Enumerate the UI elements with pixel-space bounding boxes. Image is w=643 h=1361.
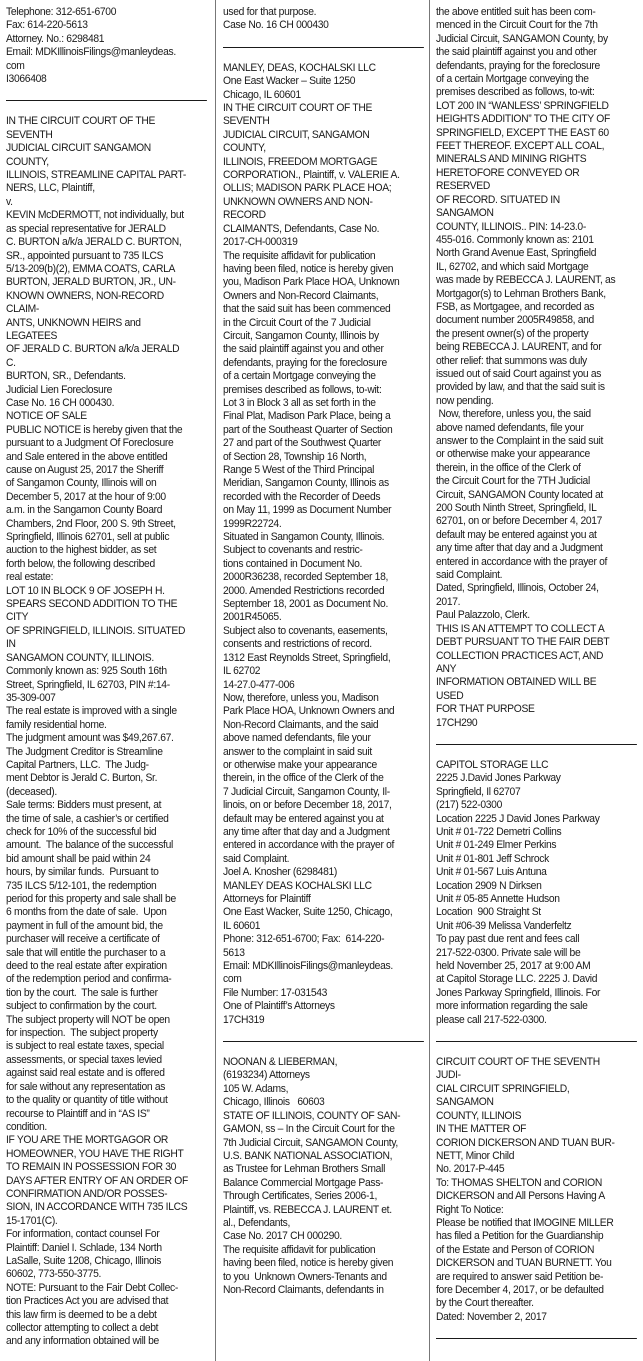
text-line: bid amount shall be paid within 24 <box>6 852 151 865</box>
text-line: having been filed, notice is hereby given <box>223 1257 394 1270</box>
text-line: for sale without any representation as <box>6 1080 166 1093</box>
text-line: The judgment amount was $49,267.67. <box>6 732 174 745</box>
text-line: used for that purpose. <box>223 6 317 18</box>
text-line: ment Debtor is Jerald C. Burton, Sr. <box>6 772 158 785</box>
text-line: ILLINOIS, STREAMLINE CAPITAL PART- <box>6 169 187 182</box>
text-line: (217) 522-0300 <box>436 799 503 812</box>
text-line: Lot 3 in Block 3 all as set forth in the <box>223 396 376 409</box>
text-line: CAPITOL STORAGE LLC <box>436 758 549 771</box>
text-line: 105 W. Adams, <box>223 1082 289 1095</box>
text-line: or otherwise make your appearance <box>436 448 590 461</box>
text-line: tion Practices Act you are advised that <box>6 1295 169 1308</box>
text-line: Non-Record Claimants, and the said <box>223 718 379 731</box>
text-line: 5/13-209(b)(2), EMMA COATS, CARLA <box>6 262 176 275</box>
text-line: 2017-CH-000319 <box>223 236 298 249</box>
text-line: No. 2017-P-445 <box>436 1163 505 1176</box>
text-line: to the quality or quantity of title without <box>6 1094 168 1107</box>
text-line: Paul Palazzolo, Clerk. <box>436 609 530 622</box>
text-line: OF SPRINGFIELD, ILLINOIS. SITUATED IN <box>6 624 188 651</box>
text-line: more information regarding the sale <box>436 1000 588 1013</box>
text-line: 6 months from the date of sale. Upon <box>6 906 167 919</box>
notice-separator <box>6 100 207 101</box>
text-line: subject to confirmation by the court. <box>6 1000 157 1013</box>
text-line: Unit #06-39 Melissa Vanderfeltz <box>436 919 572 932</box>
text-line: Chambers, 2nd Floor, 200 S. 9th Street, <box>6 517 176 530</box>
text-line: SPEARS SECOND ADDITION TO THE CITY <box>6 598 180 624</box>
text-line: CONFIRMATION AND/OR POSSES- <box>6 1187 168 1200</box>
text-line: GAMON, ss – In the Circuit Court for the <box>223 1123 395 1136</box>
text-line: 217-522-0300. Private sale will be <box>436 946 581 959</box>
text-line: Fax: 614-220-5613 <box>6 19 88 32</box>
text-line: One of Plaintiff’s Attorneys <box>223 1000 335 1013</box>
text-line: Plaintiff: Daniel I. Schlade, 134 North <box>6 1241 162 1254</box>
text-line: Judicial Lien Foreclosure <box>6 383 112 396</box>
text-line: of Section 28, Township 16 North, <box>223 450 367 463</box>
text-line: Dated, Springfield, Illinois, October 24, <box>436 582 599 595</box>
text-line: purchaser will receive a certificate of <box>6 933 160 946</box>
text-line: tions contained in Document No. <box>223 557 363 570</box>
text-line: default may be entered against you at <box>223 812 384 825</box>
text-line: 60602, 773-550-3775. <box>6 1268 102 1281</box>
text-line: COLLECTION PRACTICES ACT, AND ANY <box>436 649 606 675</box>
notice-noonan-lieberman-continued <box>436 6 618 730</box>
text-line: entered in accordance with the prayer of <box>223 839 395 852</box>
text-line: Email: MDKIllinoisFilings@manleydeas. <box>6 46 176 59</box>
text-line: collector attempting to collect a debt <box>6 1322 159 1334</box>
text-line: at Capitol Storage LLC. 2225 J. David <box>436 973 598 986</box>
text-line: for inspection. The subject property <box>6 1027 158 1040</box>
text-line: com <box>223 973 242 986</box>
text-line: Non-Record Claimants, defendants in <box>223 1283 384 1296</box>
notice-attorney-contact <box>6 6 188 86</box>
text-line: Please be notified that IMOGINE MILLER <box>436 1216 614 1229</box>
text-line: The requisite affidavit for publication <box>223 1243 376 1256</box>
column-1-text <box>6 6 188 1349</box>
text-line: ILLINOIS, FREEDOM MORTGAGE <box>223 155 378 168</box>
text-line: auction to the highest bidder, as set <box>6 544 157 557</box>
text-line: assessments, or special taxes levied <box>6 1053 162 1066</box>
text-line: CORPORATION., Plaintiff, v. VALERIE A. <box>223 169 400 182</box>
text-line: in the Circuit Court of the 7 Judicial <box>223 316 371 329</box>
text-line: has filed a Petition for the Guardianship <box>436 1230 604 1243</box>
text-line: FOR THAT PURPOSE <box>436 703 535 716</box>
text-line: DEBT PURSUANT TO THE FAIR DEBT <box>436 636 610 649</box>
text-line: other relief: that summons was duly <box>436 354 587 367</box>
text-line: premises described as follows, to-wit: <box>223 383 382 396</box>
text-line: forth below, the following described <box>6 557 155 570</box>
text-line: real estate: <box>6 571 54 584</box>
text-line: and any information obtained will be <box>6 1335 159 1348</box>
text-line: HEIGHTS ADDITION” TO THE CITY OF <box>436 113 610 126</box>
text-line: you, Madison Park Place HOA, Unknown <box>223 276 400 289</box>
text-line: held November 25, 2017 at 9:00 AM <box>436 960 591 973</box>
text-line: IN THE CIRCUIT COURT OF THE SEVENTH <box>6 115 158 141</box>
text-line: sale that will entitle the purchaser to a <box>6 946 166 959</box>
text-line: the above entitled suit has been com- <box>436 6 596 18</box>
column-1 <box>0 0 215 1361</box>
text-line: OLLIS; MADISON PARK PLACE HOA; <box>223 182 392 195</box>
text-line: MANLEY, DEAS, KOCHALSKI LLC <box>223 61 376 74</box>
text-line: 7th Judicial Circuit, SANGAMON County, <box>223 1136 398 1149</box>
text-line: Owners and Non-Record Claimants, <box>223 289 379 302</box>
text-line: being REBECCA J. LAURENT, and for <box>436 341 602 354</box>
text-line: 27 and part of the Southwest Quarter <box>223 437 382 450</box>
text-line: THIS IS AN ATTEMPT TO COLLECT A <box>436 622 605 635</box>
text-line: LOT 10 IN BLOCK 9 OF JOSEPH H. <box>6 584 165 597</box>
text-line: Chicago, IL 60601 <box>223 88 301 101</box>
text-line: U.S. BANK NATIONAL ASSOCIATION, <box>223 1149 393 1162</box>
text-line: Now, therefore, unless you, Madison <box>223 691 379 704</box>
notice-noonan-lieberman <box>223 1056 405 1297</box>
text-line: 14-27.0-477-006 <box>223 678 295 691</box>
text-line: OF JERALD C. BURTON a/k/a JERALD C. <box>6 343 182 369</box>
text-line: To: THOMAS SHELTON and CORION <box>436 1176 603 1189</box>
text-line: The real estate is improved with a single <box>6 705 177 718</box>
text-line: or otherwise make your appearance <box>223 758 377 771</box>
text-line: 735 ILCS 5/12-101, the redemption <box>6 879 157 892</box>
text-line: KEVIN McDERMOTT, not individually, but <box>6 209 184 222</box>
column-3-text <box>436 6 618 1353</box>
text-line: 7 Judicial Circuit, Sangamon County, Il- <box>223 785 390 798</box>
text-line: IL 60601 <box>223 919 261 932</box>
text-line: 2000R36238, recorded September 18, <box>223 571 389 584</box>
text-line: ANTS, UNKNOWN HEIRS and LEGATEES <box>6 316 144 342</box>
text-line: entered in accordance with the prayer of <box>436 555 608 568</box>
text-line: was made by REBECCA J. LAURENT, as <box>436 274 616 287</box>
text-line: STATE OF ILLINOIS, COUNTY OF SAN- <box>223 1109 401 1122</box>
text-line: DAYS AFTER ENTRY OF AN ORDER OF <box>6 1174 188 1187</box>
notice-capitol-storage <box>436 759 618 1027</box>
text-line: One East Wacker – Suite 1250 <box>223 75 356 88</box>
text-line: SR., appointed pursuant to 735 ILCS <box>6 249 164 262</box>
text-line: the present owner(s) of the property <box>436 327 589 340</box>
text-line: Unit # 01-567 Luis Antuna <box>436 866 547 879</box>
text-line: the said plaintiff against you and other <box>436 46 597 59</box>
text-line: 35-309-007 <box>6 691 56 704</box>
text-line: Chicago, Illinois 60603 <box>223 1096 325 1109</box>
text-line: CORION DICKERSON AND TUAN BUR- <box>436 1136 615 1149</box>
notice-manley-deas-kochalski <box>223 62 405 1027</box>
notice-separator <box>223 1041 424 1042</box>
text-line: said Complaint. <box>436 569 503 582</box>
text-line: Right To Notice: <box>436 1203 504 1216</box>
text-line: Telephone: 312-651-6700 <box>6 6 117 18</box>
text-line: Through Certificates, Series 2006-1, <box>223 1190 378 1203</box>
text-line: on May 11, 1999 as Document Number <box>223 504 392 517</box>
text-line: Location 2225 J David Jones Parkway <box>436 812 600 825</box>
text-line: IN THE MATTER OF <box>436 1123 527 1136</box>
text-line: above named defendants, file your <box>436 421 584 434</box>
text-line: Unit # 05-85 Annette Hudson <box>436 893 560 905</box>
text-line: File Number: 17-031543 <box>223 986 328 999</box>
text-line: said Complaint. <box>223 852 290 865</box>
text-line: having been filed, notice is hereby given <box>223 262 394 275</box>
text-line: Joel A. Knosher (6298481) <box>223 866 338 879</box>
text-line: Unit # 01-249 Elmer Perkins <box>436 839 557 852</box>
text-line: LOT 200 IN “WANLESS’ SPRINGFIELD <box>436 99 609 112</box>
text-line: JUDICIAL CIRCUIT, SANGAMON COUNTY, <box>223 128 373 155</box>
text-line: Final Plat, Madison Park Place, being a <box>223 410 391 423</box>
text-line: defendants, praying for the foreclosure <box>436 59 600 72</box>
text-line: Jones Parkway Springfield, Illinois. For <box>436 986 601 999</box>
text-line: 62701, on or before December 4, 2017 <box>436 515 603 528</box>
text-line: therein, in the office of the Clerk of the <box>223 772 384 785</box>
text-line: The subject property will NOT be open <box>6 1013 170 1026</box>
text-line: are required to answer said Petition be- <box>436 1270 604 1283</box>
text-line: Attorney. No.: 6298481 <box>6 32 105 45</box>
text-line: (deceased). <box>6 785 57 798</box>
text-line: Mortgagor(s) to Lehman Brothers Bank, <box>436 287 606 300</box>
text-line: deed to the real estate after expiration <box>6 960 167 973</box>
text-line: IN THE CIRCUIT COURT OF THE SEVENTH <box>223 102 375 128</box>
text-line: recourse to Plaintiff and in “AS IS” <box>6 1107 150 1120</box>
text-line: Springfield, Il 62707 <box>436 785 521 798</box>
text-line: com <box>6 59 25 72</box>
text-line: payment in full of the amount bid, the <box>6 919 163 932</box>
text-line: COUNTY, ILLINOIS <box>436 1109 522 1122</box>
text-line: 17CH319 <box>223 1013 265 1026</box>
text-line: amount. The balance of the successful <box>6 839 173 852</box>
text-line: The requisite affidavit for publication <box>223 249 376 262</box>
text-line: LaSalle, Suite 1208, Chicago, Illinois <box>6 1254 162 1267</box>
text-line: Plaintiff, vs. REBECCA J. LAURENT et. <box>223 1203 392 1216</box>
text-line: BURTON, JERALD BURTON, JR., UN- <box>6 276 176 289</box>
text-line: to you Unknown Owners-Tenants and <box>223 1270 387 1283</box>
text-line: 1999R22724. <box>223 517 282 530</box>
text-line: For information, contact counsel For <box>6 1228 160 1241</box>
text-line: Case No. 16 CH 000430. <box>6 396 115 409</box>
text-line: Circuit, Sangamon County, Illinois by <box>223 329 379 342</box>
text-line: TO REMAIN IN POSSESSION FOR 30 <box>6 1161 177 1174</box>
text-line: above named defendants, file your <box>223 732 371 745</box>
text-line: now pending. <box>436 394 494 407</box>
text-line: NOTICE OF SALE <box>6 410 87 423</box>
text-line: hours, by similar funds. Pursuant to <box>6 866 159 879</box>
text-line: default may be entered against you at <box>436 528 597 541</box>
text-line: UNKNOWN OWNERS AND NON-RECORD <box>223 195 373 222</box>
text-line: IL 62702 <box>223 665 261 678</box>
text-line: Judicial Circuit, SANGAMON County, by <box>436 32 608 45</box>
text-line: Dated: November 2, 2017 <box>436 1310 547 1323</box>
text-line: al., Defendants, <box>223 1216 291 1229</box>
text-line: the said plaintiff against you and other <box>223 343 384 356</box>
text-line: 1312 East Reynolds Street, Springfield, <box>223 651 391 664</box>
text-line: Balance Commercial Mortgage Pass- <box>223 1176 384 1189</box>
text-line: fore December 4, 2017, or be defaulted <box>436 1283 604 1296</box>
text-line: part of the Southeast Quarter of Section <box>223 423 393 436</box>
text-line: NETT, Minor Child <box>436 1149 515 1162</box>
text-line: condition. <box>6 1120 47 1133</box>
text-line: FSB, as Mortgagee, and recorded as <box>436 300 595 313</box>
text-line: SION, IN ACCORDANCE WITH 735 ILCS <box>6 1201 188 1214</box>
text-line: SPRINGFIELD, EXCEPT THE EAST 60 <box>436 126 609 139</box>
text-line: v. <box>6 195 13 208</box>
text-line: Meridian, Sangamon County, Illinois as <box>223 477 389 490</box>
column-2 <box>216 0 429 1361</box>
text-line: Situated in Sangamon County, Illinois. <box>223 531 385 544</box>
text-line: answer to the Complaint in the said suit <box>436 435 604 447</box>
text-line: cause on August 25, 2017 the Sheriff <box>6 464 164 476</box>
text-line: of the redemption period and confirma- <box>6 973 172 986</box>
text-line: and Sale entered in the above entitled <box>6 450 168 463</box>
text-line: OF RECORD. SITUATED IN SANGAMON <box>436 193 563 220</box>
text-line: DICKERSON and All Persons Having A <box>436 1190 605 1203</box>
text-line: document number 2005R49858, and <box>436 314 594 327</box>
text-line: of Sangamon County, Illinois will on <box>6 477 157 490</box>
text-line: DICKERSON and TUAN BURNETT. You <box>436 1257 612 1270</box>
text-line: Subject also to covenants, easements, <box>223 624 388 637</box>
text-line: 5613 <box>223 946 245 959</box>
text-line: I3066408 <box>6 73 47 86</box>
text-line: C. BURTON a/k/a JERALD C. BURTON, <box>6 236 182 249</box>
text-line: MANLEY DEAS KOCHALSKI LLC <box>223 879 372 892</box>
text-line: a.m. in the Sangamon County Board <box>6 504 163 517</box>
text-line: Subject to covenants and restric- <box>223 544 363 557</box>
text-line: 2000. Amended Restrictions recorded <box>223 584 385 597</box>
text-line: Springfield, Illinois 62701, sell at public <box>6 531 170 544</box>
text-line: family residential home. <box>6 718 107 731</box>
notice-separator <box>223 47 424 48</box>
text-line: answer to the complaint in said suit <box>223 745 372 758</box>
text-line: 2017. <box>436 595 461 608</box>
notice-separator <box>436 1338 637 1339</box>
text-line: pursuant to a Judgment Of Foreclosure <box>6 437 174 450</box>
text-line: by the Court thereafter. <box>436 1297 534 1310</box>
text-line: Sale terms: Bidders must present, at <box>6 799 162 812</box>
text-line: 17CH290 <box>436 716 478 729</box>
text-line: IL, 62702, and which said Mortgage <box>436 260 589 273</box>
text-line: is subject to real estate taxes, special <box>6 1040 164 1053</box>
notice-streamline-foreclosure-sale <box>6 115 188 1348</box>
text-line: December 5, 2017 at the hour of 9:00 <box>6 490 166 503</box>
text-line: Unit # 01-722 Demetri Collins <box>436 825 562 838</box>
text-line: this law firm is deemed to be a debt <box>6 1308 157 1321</box>
text-line: the Circuit Court for the 7TH Judicial <box>436 475 590 488</box>
text-line: SANGAMON COUNTY, ILLINOIS. <box>6 651 154 664</box>
text-line: consents and restrictions of record. <box>223 638 372 651</box>
text-line: CIAL CIRCUIT SPRINGFIELD, SANGAMON <box>436 1082 573 1109</box>
text-line: KNOWN OWNERS, NON-RECORD CLAIM- <box>6 289 167 316</box>
text-line: issued out of said Court against you as <box>436 367 602 380</box>
text-line: (6193234) Attorneys <box>223 1069 310 1082</box>
text-line: JUDICIAL CIRCUIT SANGAMON COUNTY, <box>6 142 154 168</box>
notice-separator <box>436 744 637 745</box>
text-line: CLAIMANTS, Defendants, Case No. <box>223 222 380 235</box>
text-line: One East Wacker, Suite 1250, Chicago, <box>223 906 393 919</box>
text-line: 2001R45065. <box>223 611 282 624</box>
notice-streamline-continued <box>223 6 405 33</box>
text-line: Attorneys for Plaintiff <box>223 893 311 905</box>
text-line: CIRCUIT COURT OF THE SEVENTH JUDI- <box>436 1056 603 1082</box>
text-line: defendants, praying for the foreclosure <box>223 356 387 369</box>
text-line: Now, therefore, unless you, the said <box>436 408 591 421</box>
notice-guardianship-petition <box>436 1056 618 1324</box>
text-line: Park Place HOA, Unknown Owners and <box>223 705 395 718</box>
text-line: tion by the court. The sale is further <box>6 986 158 999</box>
text-line: check for 10% of the successful bid <box>6 825 157 838</box>
text-line: any time after that day and a Judgment <box>436 542 603 555</box>
text-line: NOONAN & LIEBERMAN, <box>223 1056 338 1069</box>
text-line: To pay past due rent and fees call <box>436 933 580 946</box>
text-line: the time of sale, a cashier’s or certified <box>6 812 169 825</box>
text-line: Circuit, SANGAMON County located at <box>436 488 603 501</box>
text-line: 15-1701(C). <box>6 1214 58 1227</box>
text-line: Location 2909 N Dirksen <box>436 879 542 892</box>
text-line: 455-016. Commonly known as: 2101 <box>436 233 594 246</box>
text-line: Capital Partners, LLC. The Judg- <box>6 758 149 771</box>
text-line: HOMEOWNER, YOU HAVE THE RIGHT <box>6 1147 184 1160</box>
text-line: NOTE: Pursuant to the Fair Debt Collec- <box>6 1281 178 1294</box>
text-line: INFORMATION OBTAINED WILL BE USED <box>436 676 599 702</box>
text-line: Range 5 West of the Third Principal <box>223 464 375 476</box>
text-line: COUNTY, ILLINOIS.. PIN: 14-23.0- <box>436 220 586 233</box>
text-line: Commonly known as: 925 South 16th <box>6 665 167 678</box>
text-line: FEET THEREOF. EXCEPT ALL COAL, <box>436 140 605 153</box>
text-line: any time after that day and a Judgment <box>223 825 390 838</box>
text-line: as special representative for JERALD <box>6 222 166 235</box>
text-line: September 18, 2001 as Document No. <box>223 598 389 611</box>
text-line: provided by law, and that the said suit is <box>436 381 605 394</box>
text-line: HERETOFORE CONVEYED OR RESERVED <box>436 166 582 193</box>
text-line: therein, in the office of the Clerk of <box>436 461 581 474</box>
text-line: menced in the Circuit Court for the 7th <box>436 19 598 32</box>
text-line: that the said suit has been commenced <box>223 303 391 316</box>
notice-separator <box>436 1041 637 1042</box>
text-line: Email: MDKIllinoisFilings@manleydeas. <box>223 960 393 973</box>
text-line: MINERALS AND MINING RIGHTS <box>436 153 587 166</box>
text-line: of a certain Mortgage conveying the <box>436 73 589 86</box>
text-line: BURTON, SR., Defendants. <box>6 370 126 383</box>
text-line: Phone: 312-651-6700; Fax: 614-220- <box>223 933 385 946</box>
text-line: of the Estate and Person of CORION <box>436 1243 595 1256</box>
text-line: Case No. 2017 CH 000290. <box>223 1230 342 1243</box>
text-line: Unit # 01-801 Jeff Schrock <box>436 852 549 865</box>
text-line: as Trustee for Lehman Brothers Small <box>223 1163 386 1176</box>
text-line: Street, Springfield, IL 62703, PIN #:14- <box>6 678 170 691</box>
text-line: please call 217-522-0300. <box>436 1013 547 1026</box>
text-line: The Judgment Creditor is Streamline <box>6 745 163 758</box>
text-line: period for this property and sale shall be <box>6 893 176 905</box>
text-line: IF YOU ARE THE MORTGAGOR OR <box>6 1134 169 1147</box>
text-line: recorded with the Recorder of Deeds <box>223 490 381 503</box>
text-line: PUBLIC NOTICE is hereby given that the <box>6 423 183 436</box>
text-line: 2225 J.David Jones Parkway <box>436 772 561 785</box>
column-3 <box>430 0 643 1361</box>
text-line: linois, on or before December 18, 2017, <box>223 799 392 812</box>
text-line: premises described as follows, to-wit: <box>436 86 595 99</box>
text-line: of a certain Mortgage conveying the <box>223 370 376 383</box>
text-line: Location 900 Straight St <box>436 906 541 919</box>
column-2-text <box>223 6 405 1297</box>
text-line: 200 South Ninth Street, Springfield, IL <box>436 502 597 515</box>
text-line: North Grand Avenue East, Springfield <box>436 247 597 260</box>
text-line: against said real estate and is offered <box>6 1067 165 1080</box>
text-line: Case No. 16 CH 000430 <box>223 19 329 32</box>
text-line: NERS, LLC, Plaintiff, <box>6 182 95 195</box>
